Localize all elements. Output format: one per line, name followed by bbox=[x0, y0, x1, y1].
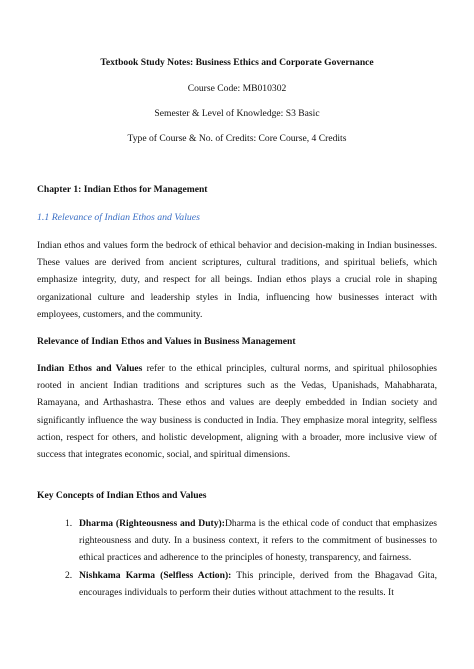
list-item-number: 1. bbox=[65, 518, 73, 529]
document-title: Textbook Study Notes: Business Ethics and Corporate Governance bbox=[100, 57, 374, 68]
relevance-body-text: refer to the ethical principles, cultural norms, and spiritual philosophies rooted in ancient Indian traditions and scriptures such as the Vedas, Upanishads, Mahabharata, Ramayana, and Arthashastra. These ethos and values are deeply embedded in Indian society and significantly influence the way business is conducted in India. They emphasize moral integrity, selfless action, respect for others, and holistic development, aligning with a broader, more inclusive view of success that integrates economic, social, and spiritual dimensions. bbox=[37, 363, 437, 461]
list-item-term: Nishkama Karma (Selfless Action): bbox=[79, 569, 232, 581]
intro-paragraph: Indian ethos and values form the bedrock of ethical behavior and decision-making in Indian businesses. These values are derived from ancient scriptures, cultural traditions, and spiritual beliefs, which emphasize integrity, duty, and respect for all beings. Indian ethos plays a crucial role in shaping organizational culture and leadership styles in India, influencing how businesses interact with employees, customers, and the community. bbox=[37, 240, 437, 320]
list-item-term: Dharma (Righteousness and Duty): bbox=[79, 518, 225, 529]
list-item-text: This principle, derived from the Bhagavad Gita, encourages individuals to perform their duties without attachment to the results. It bbox=[79, 569, 437, 598]
relevance-paragraph bbox=[37, 360, 437, 463]
section-title: 1.1 Relevance of Indian Ethos and Values bbox=[37, 212, 200, 223]
list-item-text: Dharma is the ethical code of conduct that emphasizes righteousness and duty. In a business context, it refers to the commitment of businesses to ethical practices and adherence to the principles of honesty, transparency, and fairness. bbox=[79, 518, 438, 564]
course-type-credits: Type of Course & No. of Credits: Core Course, 4 Credits bbox=[127, 133, 347, 144]
key-concepts-list bbox=[37, 515, 437, 601]
list-item-number: 2. bbox=[65, 569, 73, 581]
relevance-lead-term: Indian Ethos and Values bbox=[37, 363, 143, 374]
relevance-heading: Relevance of Indian Ethos and Values in Business Management bbox=[37, 336, 296, 347]
semester-level: Semester & Level of Knowledge: S3 Basic bbox=[154, 108, 320, 119]
key-concepts-heading: Key Concepts of Indian Ethos and Values bbox=[37, 490, 207, 501]
course-code: Course Code: MB010302 bbox=[187, 83, 287, 94]
list-item bbox=[37, 515, 437, 567]
chapter-title: Chapter 1: Indian Ethos for Management bbox=[37, 184, 208, 195]
list-item bbox=[37, 567, 437, 601]
